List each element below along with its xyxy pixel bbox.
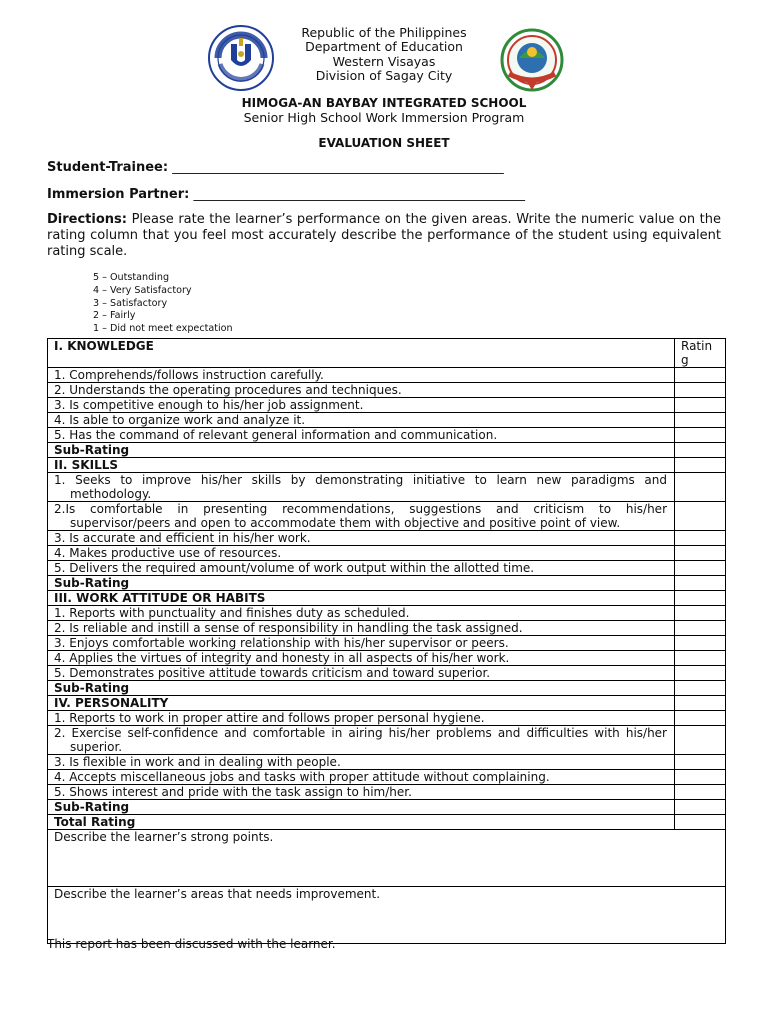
rating-cell[interactable] <box>675 636 726 651</box>
rating-cell[interactable] <box>675 711 726 726</box>
table-row <box>48 815 726 830</box>
directions-text: Please rate the learner’s performance on the given areas. Write the numeric value on the rating column that you feel most accurately describe the performance of the student using equivalent rating scale. <box>47 212 721 260</box>
criterion-item: 1. Seeks to improve his/her skills by demonstrating initiative to learn new paradigms and methodology. <box>54 473 667 501</box>
rating-cell[interactable] <box>675 785 726 800</box>
table-row <box>48 711 726 726</box>
scale-item: 5 – Outstanding <box>93 272 170 283</box>
table-row <box>48 398 726 413</box>
scale-item: 2 – Fairly <box>93 310 136 322</box>
sub-rating-cell[interactable] <box>675 800 726 815</box>
table-row <box>48 473 726 502</box>
agency-line: Division of Sagay City <box>315 67 453 83</box>
rating-cell[interactable] <box>675 413 726 428</box>
section-attitude-title: III. WORK ATTITUDE OR HABITS <box>48 591 675 606</box>
criterion-item: 4. Accepts miscellaneous jobs and tasks with proper attitude without complaining. <box>48 770 675 785</box>
school-name: HIMOGA-AN BAYBAY INTEGRATED SCHOOL <box>241 96 527 110</box>
rating-scale <box>93 272 233 336</box>
discussion-note: This report has been discussed with the learner. <box>47 937 336 951</box>
criterion-item: 5. Shows interest and pride with the task assign to him/her. <box>48 785 675 800</box>
sub-rating-cell[interactable] <box>675 576 726 591</box>
table-row <box>48 576 726 591</box>
criterion-item: 3. Is flexible in work and in dealing with people. <box>48 755 675 770</box>
total-rating-label: Total Rating <box>48 815 675 830</box>
sheet-title: EVALUATION SHEET <box>318 136 450 150</box>
criterion-item: 3. Enjoys comfortable working relationship with his/her supervisor or peers. <box>48 636 675 651</box>
rating-cell <box>675 696 726 711</box>
agency-line: Republic of the Philippines <box>301 25 467 40</box>
immersion-partner-label: Immersion Partner: <box>47 187 190 202</box>
rating-cell[interactable] <box>675 561 726 576</box>
table-row <box>48 428 726 443</box>
table-row <box>48 606 726 621</box>
rating-cell[interactable] <box>675 398 726 413</box>
table-row <box>48 636 726 651</box>
rating-cell <box>675 591 726 606</box>
criterion-item: 2. Understands the operating procedures and techniques. <box>48 383 675 398</box>
rating-cell[interactable] <box>675 546 726 561</box>
table-row <box>48 458 726 473</box>
scale-item: 1 – Did not meet expectation <box>93 323 233 335</box>
table-row <box>48 726 726 755</box>
criterion-item: 1. Comprehends/follows instruction carefully. <box>48 368 675 383</box>
table-row <box>48 770 726 785</box>
table-row <box>48 696 726 711</box>
rating-cell[interactable] <box>675 770 726 785</box>
sub-rating-label: Sub-Rating <box>48 576 675 591</box>
criterion-item: 4. Applies the virtues of integrity and honesty in all aspects of his/her work. <box>48 651 675 666</box>
program-name: Senior High School Work Immersion Program <box>243 110 525 125</box>
rating-cell[interactable] <box>675 473 726 502</box>
sub-rating-label: Sub-Rating <box>48 800 675 815</box>
directions <box>47 212 721 261</box>
table-row <box>48 339 726 368</box>
criterion-item: 4. Makes productive use of resources. <box>48 546 675 561</box>
table-row <box>48 591 726 606</box>
criterion-item: 2.Is comfortable in presenting recommendations, suggestions and criticism to his/her supervisor/peers and open to accommodate them with objective and positive point of view. <box>54 502 667 530</box>
section-personality-title: IV. PERSONALITY <box>48 696 675 711</box>
table-row <box>48 621 726 636</box>
student-trainee-label: Student-Trainee: <box>47 160 169 175</box>
section-knowledge-title: I. KNOWLEDGE <box>48 339 675 368</box>
table-row <box>48 666 726 681</box>
table-row <box>48 413 726 428</box>
criterion-item: 2. Exercise self-confidence and comfortable in airing his/her problems and difficulties with his/her superior. <box>54 726 667 754</box>
criterion-item: 3. Is accurate and efficient in his/her work. <box>48 531 675 546</box>
rating-cell[interactable] <box>675 651 726 666</box>
rating-cell[interactable] <box>675 428 726 443</box>
immersion-partner-field[interactable] <box>47 187 525 202</box>
scale-item: 3 – Satisfactory <box>93 297 168 309</box>
table-row <box>48 383 726 398</box>
scale-item: 4 – Very Satisfactory <box>93 284 192 296</box>
criterion-item: 1. Reports with punctuality and finishes duty as scheduled. <box>48 606 675 621</box>
student-trainee-field[interactable] <box>47 160 504 175</box>
improvement-label[interactable]: Describe the learner’s areas that needs improvement. <box>48 887 726 944</box>
criterion-item: 4. Is able to organize work and analyze it. <box>48 413 675 428</box>
criterion-item: 3. Is competitive enough to his/her job assignment. <box>48 398 675 413</box>
table-row <box>48 681 726 696</box>
agency-line: Department of Education <box>305 39 463 55</box>
strong-points-label[interactable]: Describe the learner’s strong points. <box>48 830 726 887</box>
criterion-item: 5. Delivers the required amount/volume of work output within the allotted time. <box>48 561 675 576</box>
criterion-item: 2. Is reliable and instill a sense of responsibility in handling the task assigned. <box>48 621 675 636</box>
evaluation-table <box>47 338 726 944</box>
rating-cell[interactable] <box>675 368 726 383</box>
table-row <box>48 531 726 546</box>
table-row <box>48 502 726 531</box>
sub-rating-cell[interactable] <box>675 443 726 458</box>
immersion-partner-line[interactable]: ___________________________________________________ <box>193 187 525 202</box>
improvement-row[interactable] <box>48 887 726 944</box>
rating-cell[interactable] <box>675 502 726 531</box>
rating-cell[interactable] <box>675 726 726 755</box>
table-row <box>48 368 726 383</box>
total-rating-cell[interactable] <box>675 815 726 830</box>
table-row <box>48 800 726 815</box>
sub-rating-label: Sub-Rating <box>48 443 675 458</box>
rating-cell[interactable] <box>675 531 726 546</box>
criterion-item: 5. Demonstrates positive attitude towards criticism and toward superior. <box>48 666 675 681</box>
rating-cell[interactable] <box>675 755 726 770</box>
criterion-item: 1. Reports to work in proper attire and follows proper personal hygiene. <box>48 711 675 726</box>
strong-points-row[interactable] <box>48 830 726 887</box>
table-row <box>48 443 726 458</box>
section-skills-title: II. SKILLS <box>48 458 675 473</box>
table-row <box>48 651 726 666</box>
agency-block <box>258 26 510 83</box>
student-trainee-line[interactable]: ___________________________________________________ <box>172 160 504 175</box>
rating-cell <box>675 458 726 473</box>
rating-cell[interactable] <box>675 606 726 621</box>
rating-cell[interactable] <box>675 621 726 636</box>
rating-cell[interactable] <box>675 383 726 398</box>
sub-rating-label: Sub-Rating <box>48 681 675 696</box>
table-row <box>48 755 726 770</box>
table-row <box>48 785 726 800</box>
rating-column-header: Ratin g <box>675 339 726 368</box>
table-row <box>48 546 726 561</box>
rating-cell[interactable] <box>675 666 726 681</box>
criterion-item: 5. Has the command of relevant general information and communication. <box>48 428 675 443</box>
directions-label: Directions: <box>47 212 127 227</box>
table-row <box>48 561 726 576</box>
agency-line: Western Visayas <box>332 53 436 69</box>
sub-rating-cell[interactable] <box>675 681 726 696</box>
